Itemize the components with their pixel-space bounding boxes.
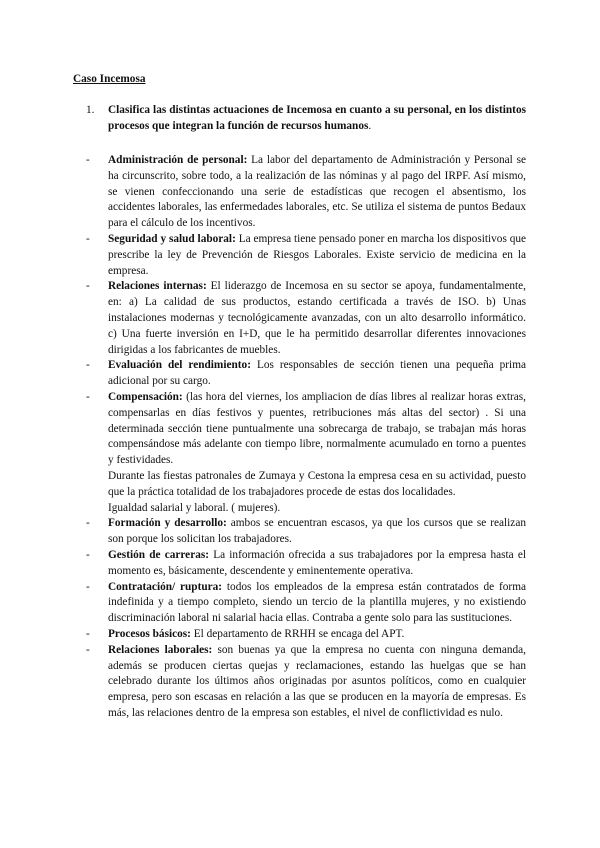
bullet-dash: - [86,548,90,561]
list-item-contratacion [86,580,526,627]
bullet-dash: - [86,359,90,372]
question-text-block [108,103,526,135]
bullet-dash: - [86,390,90,403]
bullet-dash: - [86,580,90,593]
list-item-seguridad [86,232,526,279]
item-extra-text: Durante las fiestas patronales de Zumaya y Cestona la empresa cesa en su actividad, puesto que la práctica totalidad de los trabajadores procede de estas dos localidades. [108,469,526,498]
item-text: Los responsables de sección tienen una pequeña prima adicional por su cargo. [108,359,526,388]
item-text: ambos se encuentran escasos, ya que los cursos que se realizan son porque los solicitan los trabajadores. [108,517,526,546]
item-extra-text: Igualdad salarial y laboral. ( mujeres). [108,501,281,514]
bullet-dash: - [86,627,90,640]
bullet-dash: - [86,154,90,166]
answer-list [86,153,526,722]
bullet-dash: - [86,517,90,530]
item-title: Gestión de carreras: [108,548,210,561]
item-text: La empresa tiene pensado poner en marcha los dispositivos que prescribe la ley de Prevención de Riesgos Laborales. Existe servicio de medicina en la empresa. [108,232,527,277]
item-title: Administración de personal: [108,154,248,166]
item-title: Procesos básicos: [108,627,191,640]
item-text: son buenas ya que la empresa no cuenta con ninguna demanda, además se producen ciertas quejas y reclamaciones, estando las huelgas que se han celebrado durante los últimos años originadas por asuntos políticos, como en cualquier empresa, pero son escasas en relación a las que se producen en la mayoría de empresas. Es más, las relaciones dentro de la empresa son estables, el nivel de conflictividad es nulo. [108,643,526,719]
question-text: Clasifica las distintas actuaciones de Incemosa en cuanto a su personal, en los distintos procesos que integran la función de recursos humanos [108,104,526,132]
item-text: La labor del departamento de Administración y Personal se ha circunscrito, sobre todo, a la realización de las nóminas y al pago del IRPF. Así mismo, se vienen confeccionando una serie de estadísticas que recogen el absentismo, los accidentes laborales, las enfermedades laborales, etc. Se utiliza el sistema de puntos Bedaux para el cálculo de los incentivos. [108,154,527,230]
list-item-relaciones-laborales [86,643,526,722]
list-item-administracion [86,153,526,232]
bullet-dash: - [86,232,90,245]
item-title: Compensación: [108,390,183,403]
bullet-dash: - [86,280,90,293]
item-text: (las hora del viernes, los ampliacion de días libres al realizar horas extras, compensarlas en días festivos y puentes, retribuciones más altas del sector) . Si una determinada sección tiene puntualmente una sobrecarga de trabajo, se trabajan más horas compensándose más adelante con tiempo libre, normalmente acumulado en torno a puentes y festividades. [108,390,526,467]
question-1 [86,103,526,135]
list-item-procesos [86,627,526,643]
list-item-formacion [86,516,526,548]
question-end: . [368,119,372,132]
item-title: Formación y desarrollo: [108,517,227,530]
item-text: todos los empleados de la empresa están contratados de forma indefinida y a tiempo completo, siendo un tercio de la plantilla mujeres, y no existiendo discriminación laboral ni salarial hacia ellas. Contraba a gente solo para las sustituciones. [108,580,526,625]
list-item-evaluacion [86,358,526,390]
item-title: Seguridad y salud laboral: [108,232,236,245]
item-text: El liderazgo de Incemosa en su sector se apoya, fundamentalmente, en: a) La calidad de sus productos, estando certificada a través de ISO. b) Unas instalaciones modernas y tecnológicamente avanzadas, con un alto desarrollo informático. c) Una fuerte inversión en I+D, que le ha permitido desarrollar diferentes innovaciones dirigidas a los fabricantes de muebles. [108,280,526,356]
item-title: Evaluación del rendimiento: [108,359,251,372]
bullet-dash: - [86,643,90,656]
item-text: El departamento de RRHH se encaga del APT. [190,627,405,640]
item-title: Contratación/ ruptura: [108,580,223,593]
item-title: Relaciones laborales: [108,643,213,656]
document-title: Caso Incemosa [73,73,146,85]
list-item-carreras [86,548,526,580]
question-number: 1. [86,104,95,116]
list-item-relaciones-internas [86,279,526,358]
item-title: Relaciones internas: [108,280,207,293]
list-item-compensacion [86,390,526,516]
item-text: La información ofrecida a sus trabajadores por la empresa hasta el momento es, básicamente, descendente y eminentemente operativa. [108,548,527,577]
